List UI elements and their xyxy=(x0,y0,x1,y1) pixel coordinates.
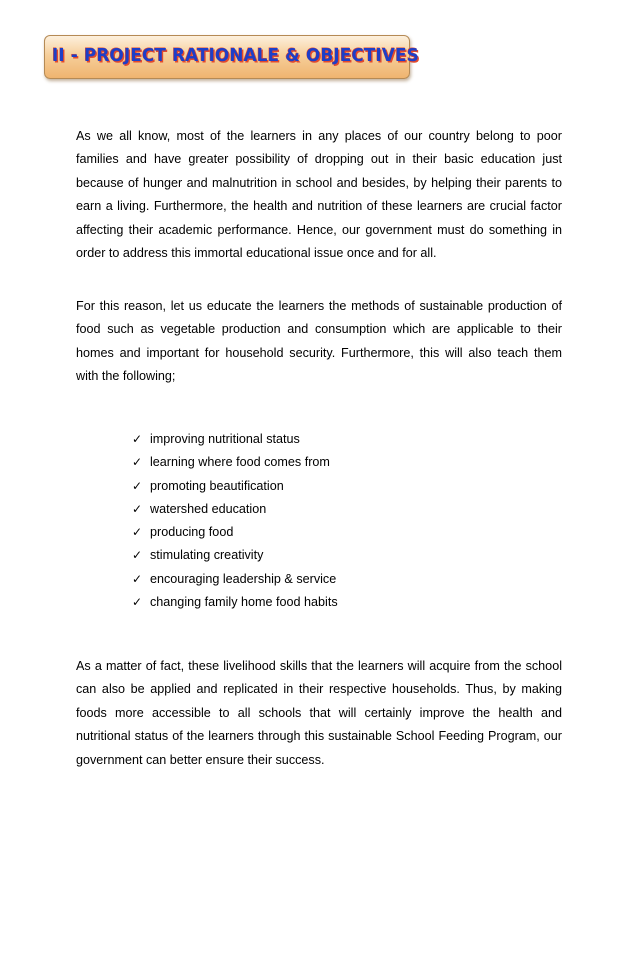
checklist-item-label: changing family home food habits xyxy=(150,595,338,610)
checkmark-icon: ✓ xyxy=(132,501,143,516)
checkmark-icon: ✓ xyxy=(132,595,143,610)
checklist-item xyxy=(132,521,338,544)
checklist-item xyxy=(132,451,338,474)
checklist-item-label: producing food xyxy=(150,525,234,540)
checklist-item-label: watershed education xyxy=(150,501,267,516)
checklist-item-label: learning where food comes from xyxy=(150,455,330,470)
checkmark-icon: ✓ xyxy=(132,478,143,493)
section-heading-banner xyxy=(44,35,419,79)
checklist-item xyxy=(132,428,338,451)
objectives-checklist xyxy=(132,428,338,614)
checklist-item-label: stimulating creativity xyxy=(150,548,264,563)
checkmark-icon: ✓ xyxy=(132,548,143,563)
checklist-item xyxy=(132,591,338,614)
checklist-item xyxy=(132,544,338,567)
checklist-item-label: improving nutritional status xyxy=(150,432,300,446)
checkmark-icon: ✓ xyxy=(132,432,143,446)
checkmark-icon: ✓ xyxy=(132,525,143,540)
checkmark-icon: ✓ xyxy=(132,571,143,586)
paragraph-conclusion: As a matter of fact, these livelihood skills that the learners will acquire from the school can also be applied and replicated in their respective households. Thus, by making foods more accessible to all schools that will certainly improve the health and nutritional status of the learners through this sustainable School Feeding Program, our government can better ensure their success. xyxy=(76,659,562,767)
checklist-item xyxy=(132,568,338,591)
paragraph-education: For this reason, let us educate the learners the methods of sustainable production of food such as vegetable production and consumption which are applicable to their homes and important for household security. Furthermore, this will also teach them with the following; xyxy=(76,299,562,384)
checkmark-icon: ✓ xyxy=(132,455,143,470)
checklist-item xyxy=(132,498,338,521)
checklist-item xyxy=(132,475,338,498)
checklist-item-label: encouraging leadership & service xyxy=(150,571,337,586)
section-heading-title: II - PROJECT RATIONALE & OBJECTIVES xyxy=(52,45,419,66)
checklist-item-label: promoting beautification xyxy=(150,478,284,493)
paragraph-rationale: As we all know, most of the learners in any places of our country belong to poor families and have greater possibility of dropping out in their basic education just because of hunger and malnutrition in school and besides, by helping their parents to earn a living. Furthermore, the health and nutrition of these learners are crucial factor affecting their academic performance. Hence, our government must do something in order to address this immortal educational issue once and for all. xyxy=(76,129,562,261)
